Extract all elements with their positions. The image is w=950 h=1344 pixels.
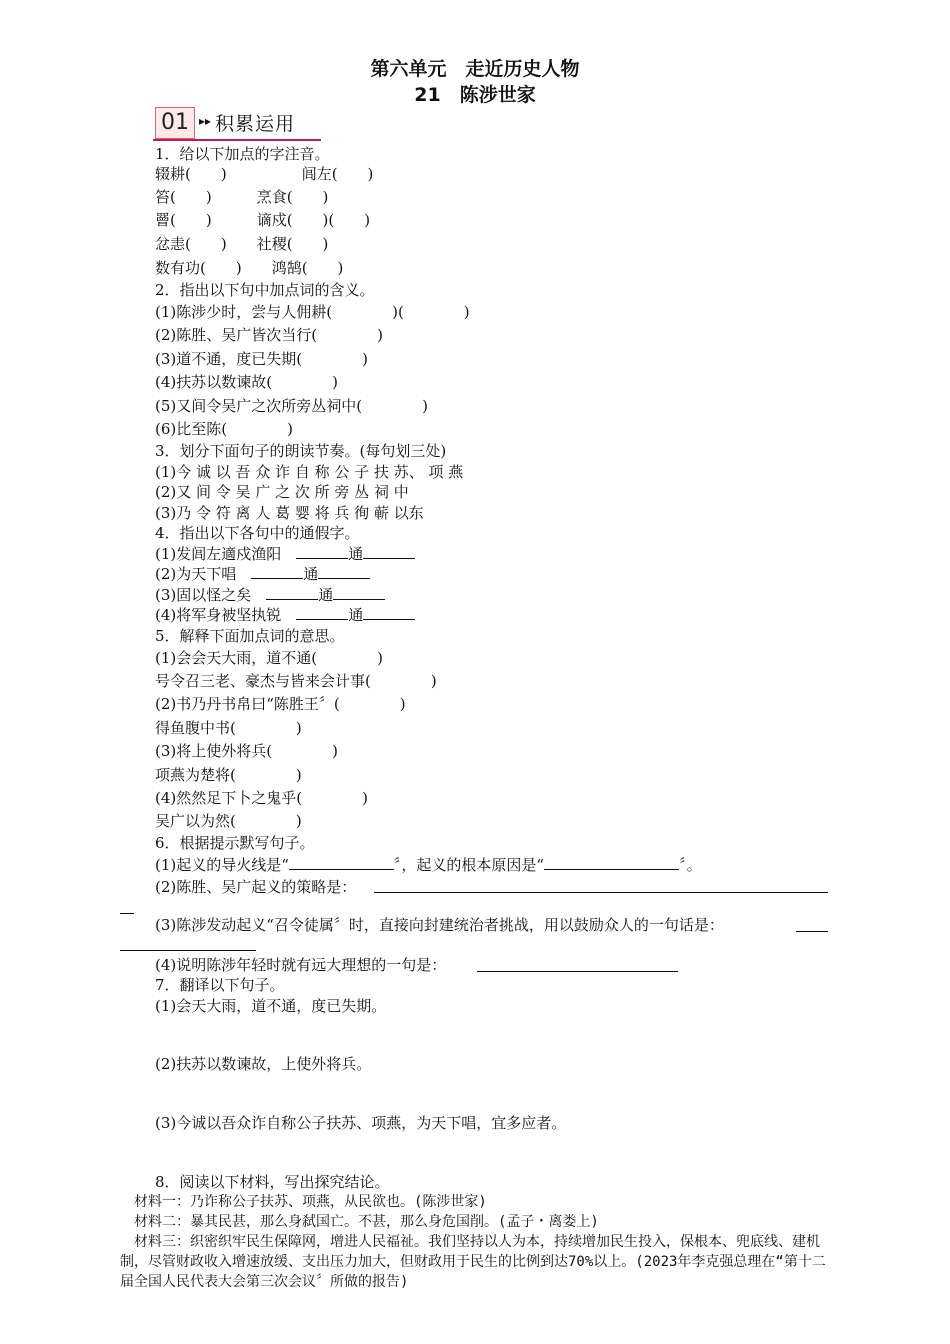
q5-item-4b: 吴广以为然( ) xyxy=(155,812,302,830)
material-1: 材料一：乃诈称公子扶苏、项燕，从民欲也。(陈涉世家) xyxy=(120,1194,487,1210)
q4-2-blank-b[interactable] xyxy=(318,564,370,579)
q4-1-text: (1)发闾左適戍渔阳 xyxy=(155,545,297,563)
q4-3-blank-b[interactable] xyxy=(333,585,385,600)
q4-item-2 xyxy=(155,564,370,584)
q5-item-3a: (3)将上使外将兵( ) xyxy=(155,742,338,760)
q5-item-2b: 得鱼腹中书( ) xyxy=(155,719,302,737)
q7-item-1: (1)会天大雨，道不通，度已失期。 xyxy=(155,997,387,1015)
q3-item-1: (1)今 诚 以 吾 众 诈 自 称 公 子 扶 苏、 项 燕 xyxy=(155,463,464,481)
q4-4-blank-b[interactable] xyxy=(363,605,415,620)
tong-label: 通 xyxy=(348,606,364,624)
q7-item-2: (2)扶苏以数谏故，上使外将兵。 xyxy=(155,1055,372,1073)
q6-3-blank[interactable] xyxy=(796,931,828,932)
q1-item-b: 笞( ) 烹食( ) xyxy=(155,188,329,206)
q4-4-blank-a[interactable] xyxy=(296,605,348,620)
material-2: 材料二：暴其民甚，那么身弑国亡。不甚，那么身危国削。(孟子・离娄上) xyxy=(120,1214,599,1230)
q4-item-3 xyxy=(155,585,385,605)
q4-2-text: (2)为天下唱 xyxy=(155,565,252,583)
q6-item-2: (2)陈胜、吴广起义的策略是： xyxy=(155,878,357,896)
question-4: 4．指出以下各句中的通假字。 xyxy=(155,524,360,542)
q6-1-text-a: (1)起义的导火线是“ xyxy=(155,856,289,874)
tong-label: 通 xyxy=(303,565,319,583)
question-7: 7．翻译以下句子。 xyxy=(155,976,285,994)
q2-item-2: (2)陈胜、吴广皆次当行( ) xyxy=(155,326,383,344)
q4-3-blank-a[interactable] xyxy=(266,585,318,600)
q7-item-3: (3)今诚以吾众诈自称公子扶苏、项燕，为天下唱，宜多应者。 xyxy=(155,1114,567,1132)
q6-1-text-b: 〞，起义的根本原因是“ xyxy=(393,856,545,874)
q6-2-blank-cont[interactable] xyxy=(120,913,134,914)
question-8: 8．阅读以下材料，写出探究结论。 xyxy=(155,1173,390,1191)
q2-item-4: (4)扶苏以数谏故( ) xyxy=(155,373,338,391)
q4-item-4 xyxy=(155,605,415,625)
q5-item-1b: 号令召三老、豪杰与皆来会计事( ) xyxy=(155,672,437,690)
q6-item-1 xyxy=(155,855,702,875)
section-title: 积累运用 xyxy=(215,113,296,135)
q1-item-c: 罾( ) 谪戍( )( ) xyxy=(155,211,371,229)
q4-2-blank-a[interactable] xyxy=(251,564,303,579)
q4-1-blank-a[interactable] xyxy=(296,544,348,559)
question-5: 5．解释下面加点词的意思。 xyxy=(155,627,345,645)
q2-item-1: (1)陈涉少时，尝与人佣耕( )( ) xyxy=(155,303,470,321)
q5-item-3b: 项燕为楚将( ) xyxy=(155,766,302,784)
q6-1-blank-a[interactable] xyxy=(289,855,394,870)
q4-1-blank-b[interactable] xyxy=(363,544,415,559)
q1-item-d: 忿恚( ) 社稷( ) xyxy=(155,235,329,253)
q5-item-4a: (4)然然足下卜之鬼乎( ) xyxy=(155,789,368,807)
double-arrow-icon: ▸▸ xyxy=(199,114,212,128)
q2-item-6: (6)比至陈( ) xyxy=(155,420,293,438)
q3-item-3: (3)乃 令 符 离 人 葛 婴 将 兵 徇 蕲 以东 xyxy=(155,504,424,522)
q4-4-text: (4)将军身被坚执锐 xyxy=(155,606,297,624)
q4-item-1 xyxy=(155,544,415,564)
question-3: 3．划分下面句子的朗读节奏。(每句划三处) xyxy=(155,442,447,460)
q1-item-a: 辍耕( ) 闾左( ) xyxy=(155,165,374,183)
section-number: 01 xyxy=(155,107,195,139)
question-1: 1．给以下加点的字注音。 xyxy=(155,145,330,163)
q6-1-text-c: 〞。 xyxy=(679,856,702,874)
q6-2-blank[interactable] xyxy=(374,892,828,893)
material-3: 材料三：织密织牢民生保障网，增进人民福祉。我们坚持以人为本，持续增加民生投入，保根本、兜底线、建机制，尽管财政收入增速放缓、支出压力加大，但财政用于民生的比例到达70%以上。(2023年李克强总理在“第十二届全国人民代表大会第三次会议〞所做的报告) xyxy=(120,1234,826,1290)
q6-3-blank-cont[interactable] xyxy=(120,950,256,951)
lesson-title: 21 陈涉世家 xyxy=(414,84,536,106)
q5-item-1a: (1)会会天大雨，道不通( ) xyxy=(155,649,383,667)
unit-title: 第六单元 走近历史人物 xyxy=(370,58,580,80)
q6-item-3: (3)陈涉发动起义“召令徒属〞时，直接向封建统治者挑战，用以鼓励众人的一句话是： xyxy=(155,916,724,934)
question-6: 6．根据提示默写句子。 xyxy=(155,834,315,852)
q6-1-blank-b[interactable] xyxy=(544,855,679,870)
q2-item-5: (5)又间令吴广之次所旁丛祠中( ) xyxy=(155,397,428,415)
tong-label: 通 xyxy=(348,545,364,563)
q6-item-4: (4)说明陈涉年轻时就有远大理想的一句是： xyxy=(155,956,447,974)
tong-label: 通 xyxy=(318,586,334,604)
q1-item-e: 数有功( ) 鸿鹄( ) xyxy=(155,259,344,277)
q5-item-2a: (2)书乃丹书帛曰“陈胜王〞( ) xyxy=(155,695,406,713)
q3-item-2: (2)又 间 令 吴 广 之 次 所 旁 丛 祠 中 xyxy=(155,483,409,501)
question-2: 2．指出以下句中加点词的含义。 xyxy=(155,281,375,299)
section-header xyxy=(153,105,321,141)
q6-4-blank[interactable] xyxy=(477,971,678,972)
q4-3-text: (3)固以怪之矣 xyxy=(155,586,267,604)
q2-item-3: (3)道不通，度已失期( ) xyxy=(155,350,368,368)
